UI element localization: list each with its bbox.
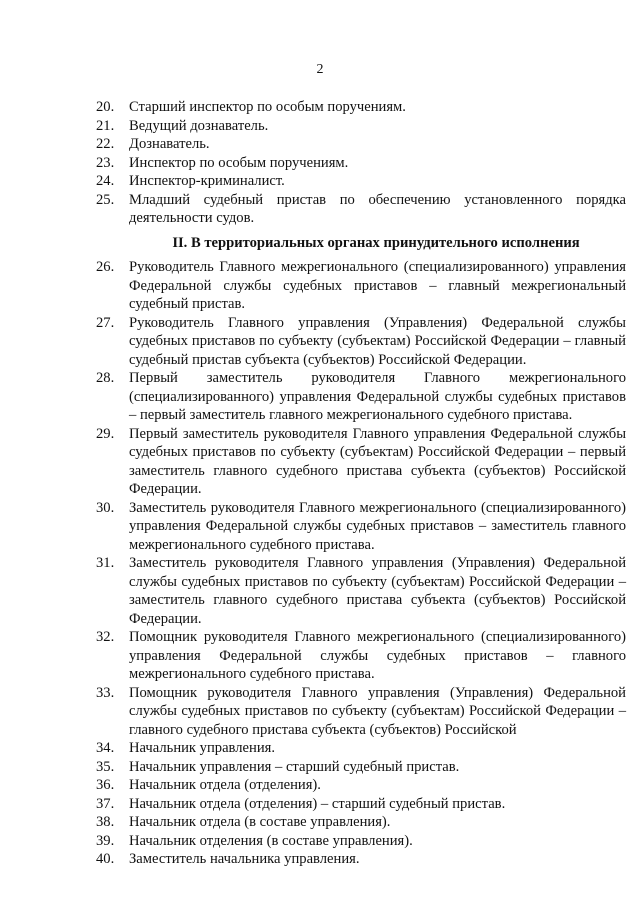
list-item	[96, 850, 626, 869]
position-list	[96, 98, 626, 869]
list-item-text: Руководитель Главного управления (Управления) Федеральной службы судебных приставов по субъекту (субъектам) Российской Федерации – главный судебный пристав субъекта (субъектов) Российской Федерации.	[129, 314, 626, 368]
list-item-number: 22.	[96, 136, 115, 152]
list-item	[96, 425, 626, 499]
list-group-after	[96, 258, 626, 869]
list-item-number: 24.	[96, 173, 115, 189]
list-item-text: Младший судебный пристав по обеспечению установленного порядка деятельности судов.	[129, 191, 626, 226]
list-item-number: 26.	[96, 259, 115, 275]
list-item-number: 37.	[96, 795, 115, 812]
list-item-text: Заместитель руководителя Главного межрегионального (специализированного) управления Федеральной службы судебных приставов – заместитель главного межрегионального судебного пристава.	[129, 499, 626, 553]
list-item	[96, 191, 626, 228]
list-item	[96, 258, 626, 314]
list-item	[96, 739, 626, 758]
list-item-text: Начальник отделения (в составе управления).	[129, 832, 413, 849]
list-item-text: Руководитель Главного межрегионального (специализированного) управления Федеральной службы судебных приставов – главный межрегиональный судебный пристав.	[129, 259, 626, 312]
list-group-before	[96, 98, 626, 228]
list-item-number: 39.	[96, 832, 115, 849]
page-number: 2	[316, 62, 324, 77]
list-item	[96, 369, 626, 425]
list-item	[96, 554, 626, 628]
list-item	[96, 499, 626, 555]
list-item-number: 35.	[96, 758, 115, 775]
list-item	[96, 135, 626, 154]
list-item	[96, 117, 626, 136]
list-item-number: 27.	[96, 314, 115, 331]
list-item-text: Заместитель начальника управления.	[129, 851, 360, 867]
list-item-text: Начальник отдела (в составе управления).	[129, 814, 391, 830]
list-item-number: 23.	[96, 154, 115, 171]
list-item-text: Помощник руководителя Главного управления (Управления) Федеральной службы судебных приставов по субъекту (субъектам) Российской Федерации – главного судебного пристава субъекта (субъектов) Российской	[129, 684, 626, 738]
list-item	[96, 758, 626, 777]
list-item-text: Начальник управления – старший судебный пристав.	[129, 758, 460, 775]
list-item-text: Ведущий дознаватель.	[129, 117, 269, 134]
list-item-number: 20.	[96, 99, 115, 115]
list-item-number: 31.	[96, 555, 115, 571]
list-item	[96, 98, 626, 117]
list-item	[96, 832, 626, 851]
list-item	[96, 154, 626, 173]
list-item-text: Инспектор по особым поручениям.	[129, 154, 349, 171]
list-item-text: Первый заместитель руководителя Главного управления Федеральной службы судебных приставов по субъекту (субъектам) Российской Федерации – первый заместитель главного судебного пристава субъекта (субъектов) Российской Федерации.	[129, 425, 626, 497]
list-item-text: Дознаватель.	[129, 136, 210, 152]
list-item-number: 40.	[96, 851, 115, 867]
list-item-number: 21.	[96, 117, 115, 134]
list-item-number: 32.	[96, 629, 115, 645]
list-item-number: 28.	[96, 370, 115, 386]
list-item-number: 33.	[96, 684, 115, 701]
list-item-text: Начальник управления.	[129, 740, 275, 756]
list-item-text: Начальник отдела (отделения).	[129, 777, 321, 793]
list-item	[96, 314, 626, 370]
list-item-text: Помощник руководителя Главного межрегионального (специализированного) управления Федеральной службы судебных приставов – главного межрегионального судебного пристава.	[129, 629, 626, 682]
list-item	[96, 776, 626, 795]
list-item-text: Первый заместитель руководителя Главного межрегионального (специализированного) управления Федеральной службы судебных приставов – первый заместитель главного межрегионального судебного пристава.	[129, 370, 626, 423]
list-item-text: Заместитель руководителя Главного управления (Управления) Федеральной службы судебных приставов по субъекту (субъектам) Российской Федерации – заместитель главного судебного пристава субъекта (субъектов) Российской Федерации.	[129, 555, 626, 627]
list-item-number: 34.	[96, 740, 115, 756]
list-item-number: 36.	[96, 777, 115, 793]
list-item-text: Инспектор-криминалист.	[129, 173, 285, 189]
section-heading: II. В территориальных органах принудительного исполнения	[172, 234, 580, 251]
list-item	[96, 172, 626, 191]
list-item-number: 29.	[96, 425, 115, 442]
list-item-text: Начальник отдела (отделения) – старший судебный пристав.	[129, 795, 506, 812]
list-item	[96, 628, 626, 684]
list-item-number: 25.	[96, 191, 115, 208]
list-item	[96, 813, 626, 832]
list-item-text: Старший инспектор по особым поручениям.	[129, 99, 406, 115]
list-item-number: 30.	[96, 499, 115, 516]
list-item	[96, 684, 626, 740]
list-item-number: 38.	[96, 814, 115, 830]
list-item	[96, 795, 626, 814]
